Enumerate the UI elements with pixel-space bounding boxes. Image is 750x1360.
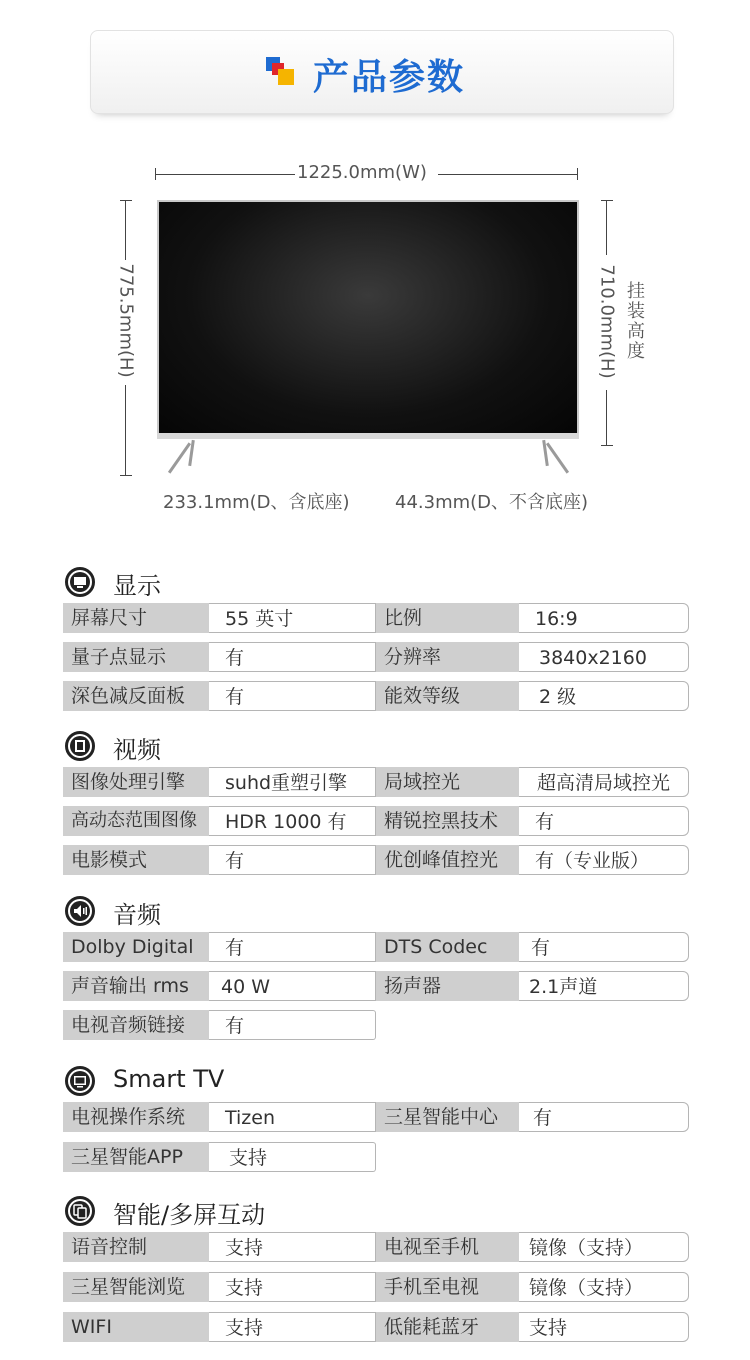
spec-label: 量子点显示 (63, 642, 209, 672)
spec-value: suhd重塑引擎 (209, 767, 376, 797)
spec-value: 有 (519, 932, 689, 962)
spec-row (63, 603, 689, 633)
spec-value: Tizen (209, 1102, 376, 1132)
spec-value: 支持 (209, 1272, 376, 1302)
section-title: 智能/多屏互动 (113, 1201, 266, 1229)
mount-height-label: 挂 装 高 度 (627, 281, 645, 362)
height-dimension: 775.5mm(H) (115, 263, 137, 378)
spec-label: 能效等级 (376, 681, 519, 711)
header-banner (90, 30, 674, 114)
tv-stand-right (546, 442, 569, 473)
spec-value: 有 (209, 932, 376, 962)
color-squares-icon (266, 57, 296, 87)
spec-value: 有 (209, 681, 376, 711)
spec-label: 电视音频链接 (63, 1010, 209, 1040)
spec-row (63, 1272, 689, 1302)
spec-value: 支持 (209, 1312, 376, 1342)
spec-label: 声音输出 rms (63, 971, 209, 1001)
spec-label: 低能耗蓝牙 (376, 1312, 519, 1342)
speaker-icon (65, 896, 95, 926)
spec-label: 局域控光 (376, 767, 519, 797)
spec-value: 有 (519, 1102, 689, 1132)
spec-label: WIFI (63, 1312, 209, 1342)
spec-value: 3840x2160 (519, 642, 689, 672)
spec-row (63, 971, 689, 1001)
section-title: 显示 (113, 572, 161, 600)
spec-label: 语音控制 (63, 1232, 209, 1262)
spec-value: 镜像（支持） (519, 1232, 689, 1262)
spec-row (63, 642, 689, 672)
spec-value: 40 W (209, 971, 376, 1001)
spec-row (63, 845, 689, 875)
spec-label: 深色减反面板 (63, 681, 209, 711)
depth-without-stand: 44.3mm(D、不含底座) (395, 492, 589, 513)
spec-value: 超高清局域控光 (519, 767, 689, 797)
spec-label: 电视操作系统 (63, 1102, 209, 1132)
spec-value: 支持 (209, 1232, 376, 1262)
section-title: 视频 (113, 736, 161, 764)
spec-label: 扬声器 (376, 971, 519, 1001)
spec-label: 高动态范围图像 (63, 806, 209, 836)
spec-row (63, 1232, 689, 1262)
spec-label: 分辨率 (376, 642, 519, 672)
spec-label: 比例 (376, 603, 519, 633)
spec-value: 支持 (519, 1312, 689, 1342)
spec-label: 精锐控黑技术 (376, 806, 519, 836)
width-dimension: 1225.0mm(W) (297, 162, 427, 183)
spec-label: 三星智能中心 (376, 1102, 519, 1132)
spec-row (63, 1010, 689, 1040)
tv-icon (65, 1066, 95, 1096)
spec-label: 电影模式 (63, 845, 209, 875)
section-title: 音频 (113, 901, 161, 929)
monitor-icon (65, 567, 95, 597)
spec-label: DTS Codec (376, 932, 519, 962)
film-icon (65, 731, 95, 761)
depth-with-stand: 233.1mm(D、含底座) (163, 492, 350, 513)
page-title: 产品参数 (313, 57, 466, 98)
spec-value: 2.1声道 (519, 971, 689, 1001)
spec-row (63, 1102, 689, 1132)
spec-row (63, 681, 689, 711)
spec-value: 有 (209, 642, 376, 672)
multiscreen-icon (65, 1196, 95, 1226)
spec-row (63, 932, 689, 962)
spec-value: HDR 1000 有 (209, 806, 376, 836)
spec-label: 三星智能APP (63, 1142, 209, 1172)
spec-label: 图像处理引擎 (63, 767, 209, 797)
tv-stand-left (168, 442, 191, 473)
spec-label: 三星智能浏览 (63, 1272, 209, 1302)
spec-row (63, 806, 689, 836)
tv-bezel (157, 433, 579, 439)
spec-value: 有 (519, 806, 689, 836)
spec-row (63, 1142, 689, 1172)
spec-label: 电视至手机 (376, 1232, 519, 1262)
spec-label: Dolby Digital (63, 932, 209, 962)
spec-label: 优创峰值控光 (376, 845, 519, 875)
spec-label: 手机至电视 (376, 1272, 519, 1302)
spec-value: 有（专业版） (519, 845, 689, 875)
spec-value: 支持 (209, 1142, 376, 1172)
spec-value: 有 (209, 845, 376, 875)
spec-value: 16:9 (519, 603, 689, 633)
spec-label: 屏幕尺寸 (63, 603, 209, 633)
spec-value: 55 英寸 (209, 603, 376, 633)
tv-image (157, 200, 579, 438)
spec-row (63, 1312, 689, 1342)
mount-height-dimension: 710.0mm(H) (596, 264, 618, 379)
spec-value: 镜像（支持） (519, 1272, 689, 1302)
section-title: Smart TV (113, 1065, 225, 1093)
spec-value: 2 级 (519, 681, 689, 711)
spec-value: 有 (209, 1010, 376, 1040)
spec-row (63, 767, 689, 797)
